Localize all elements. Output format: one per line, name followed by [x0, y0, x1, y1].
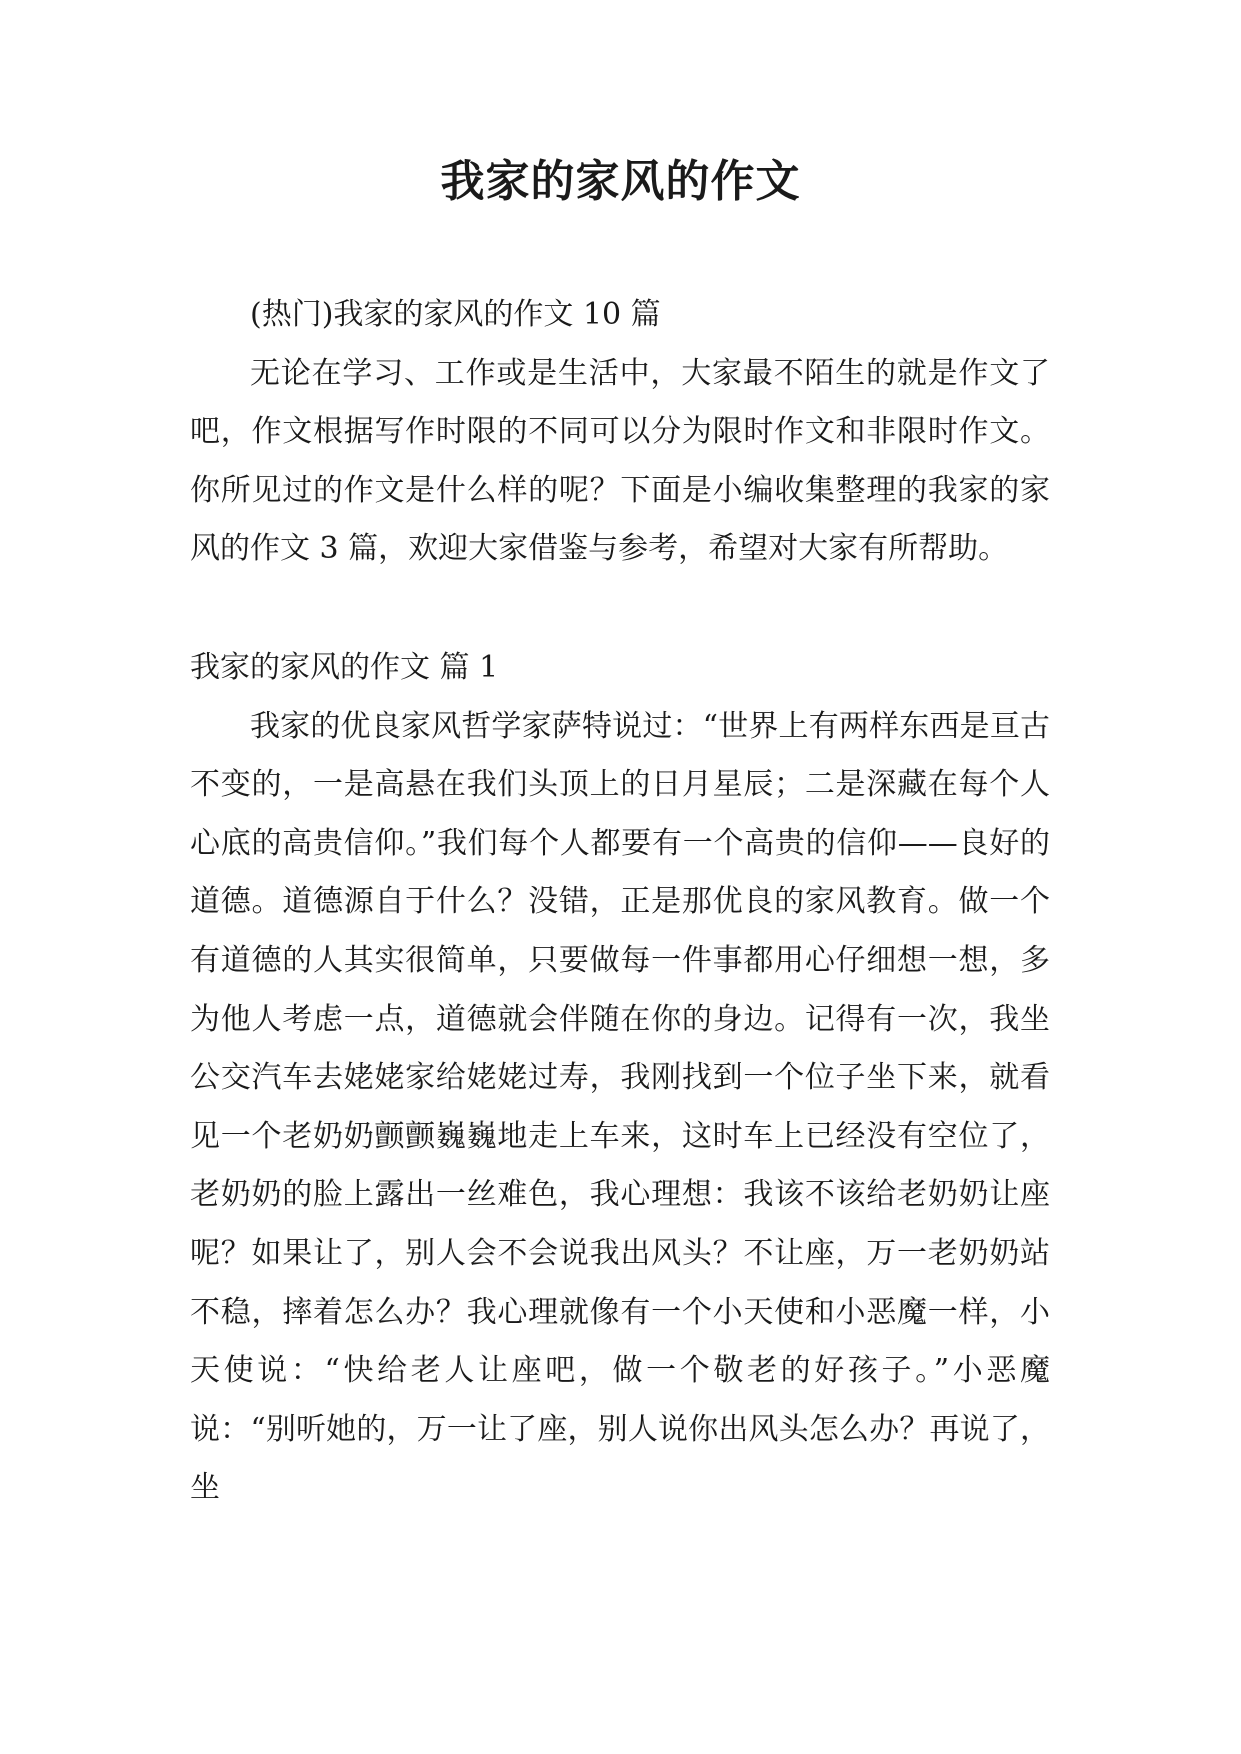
document-body	[190, 286, 1050, 1518]
section-body-1: 我家的优良家风哲学家萨特说过：“世界上有两样东西是亘古不变的，一是高悬在我们头顶上的日月星辰；二是深藏在每个人心底的高贵信仰。”我们每个人都要有一个高贵的信仰——良好的道德。道德源自于什么？没错，正是那优良的家风教育。做一个有道德的人其实很简单，只要做每一件事都用心仔细想一想，多为他人考虑一点，道德就会伴随在你的身边。记得有一次，我坐公交汽车去姥姥家给姥姥过寿，我刚找到一个位子坐下来，就看见一个老奶奶颤颤巍巍地走上车来，这时车上已经没有空位了，老奶奶的脸上露出一丝难色，我心理想：我该不该给老奶奶让座呢？如果让了，别人会不会说我出风头？不让座，万一老奶奶站不稳，摔着怎么办？我心理就像有一个小天使和小恶魔一样，小天使说：“快给老人让座吧，做一个敬老的好孩子。”小恶魔说：“别听她的，万一让了座，别人说你出风头怎么办？再说了，坐	[190, 708, 1050, 1506]
document-title: 我家的家风的作文	[440, 156, 801, 207]
section-heading-1: 我家的家风的作文 篇 1	[190, 649, 499, 685]
subtitle-line: (热门)我家的家风的作文 10 篇	[250, 297, 661, 332]
intro-paragraph: 无论在学习、工作或是生活中，大家最不陌生的就是作文了吧，作文根据写作时限的不同可以分为限时作文和非限时作文。你所见过的作文是什么样的呢？下面是小编收集整理的我家的家风的作文 3 篇，欢迎大家借鉴与参考，希望对大家有所帮助。	[190, 355, 1050, 567]
